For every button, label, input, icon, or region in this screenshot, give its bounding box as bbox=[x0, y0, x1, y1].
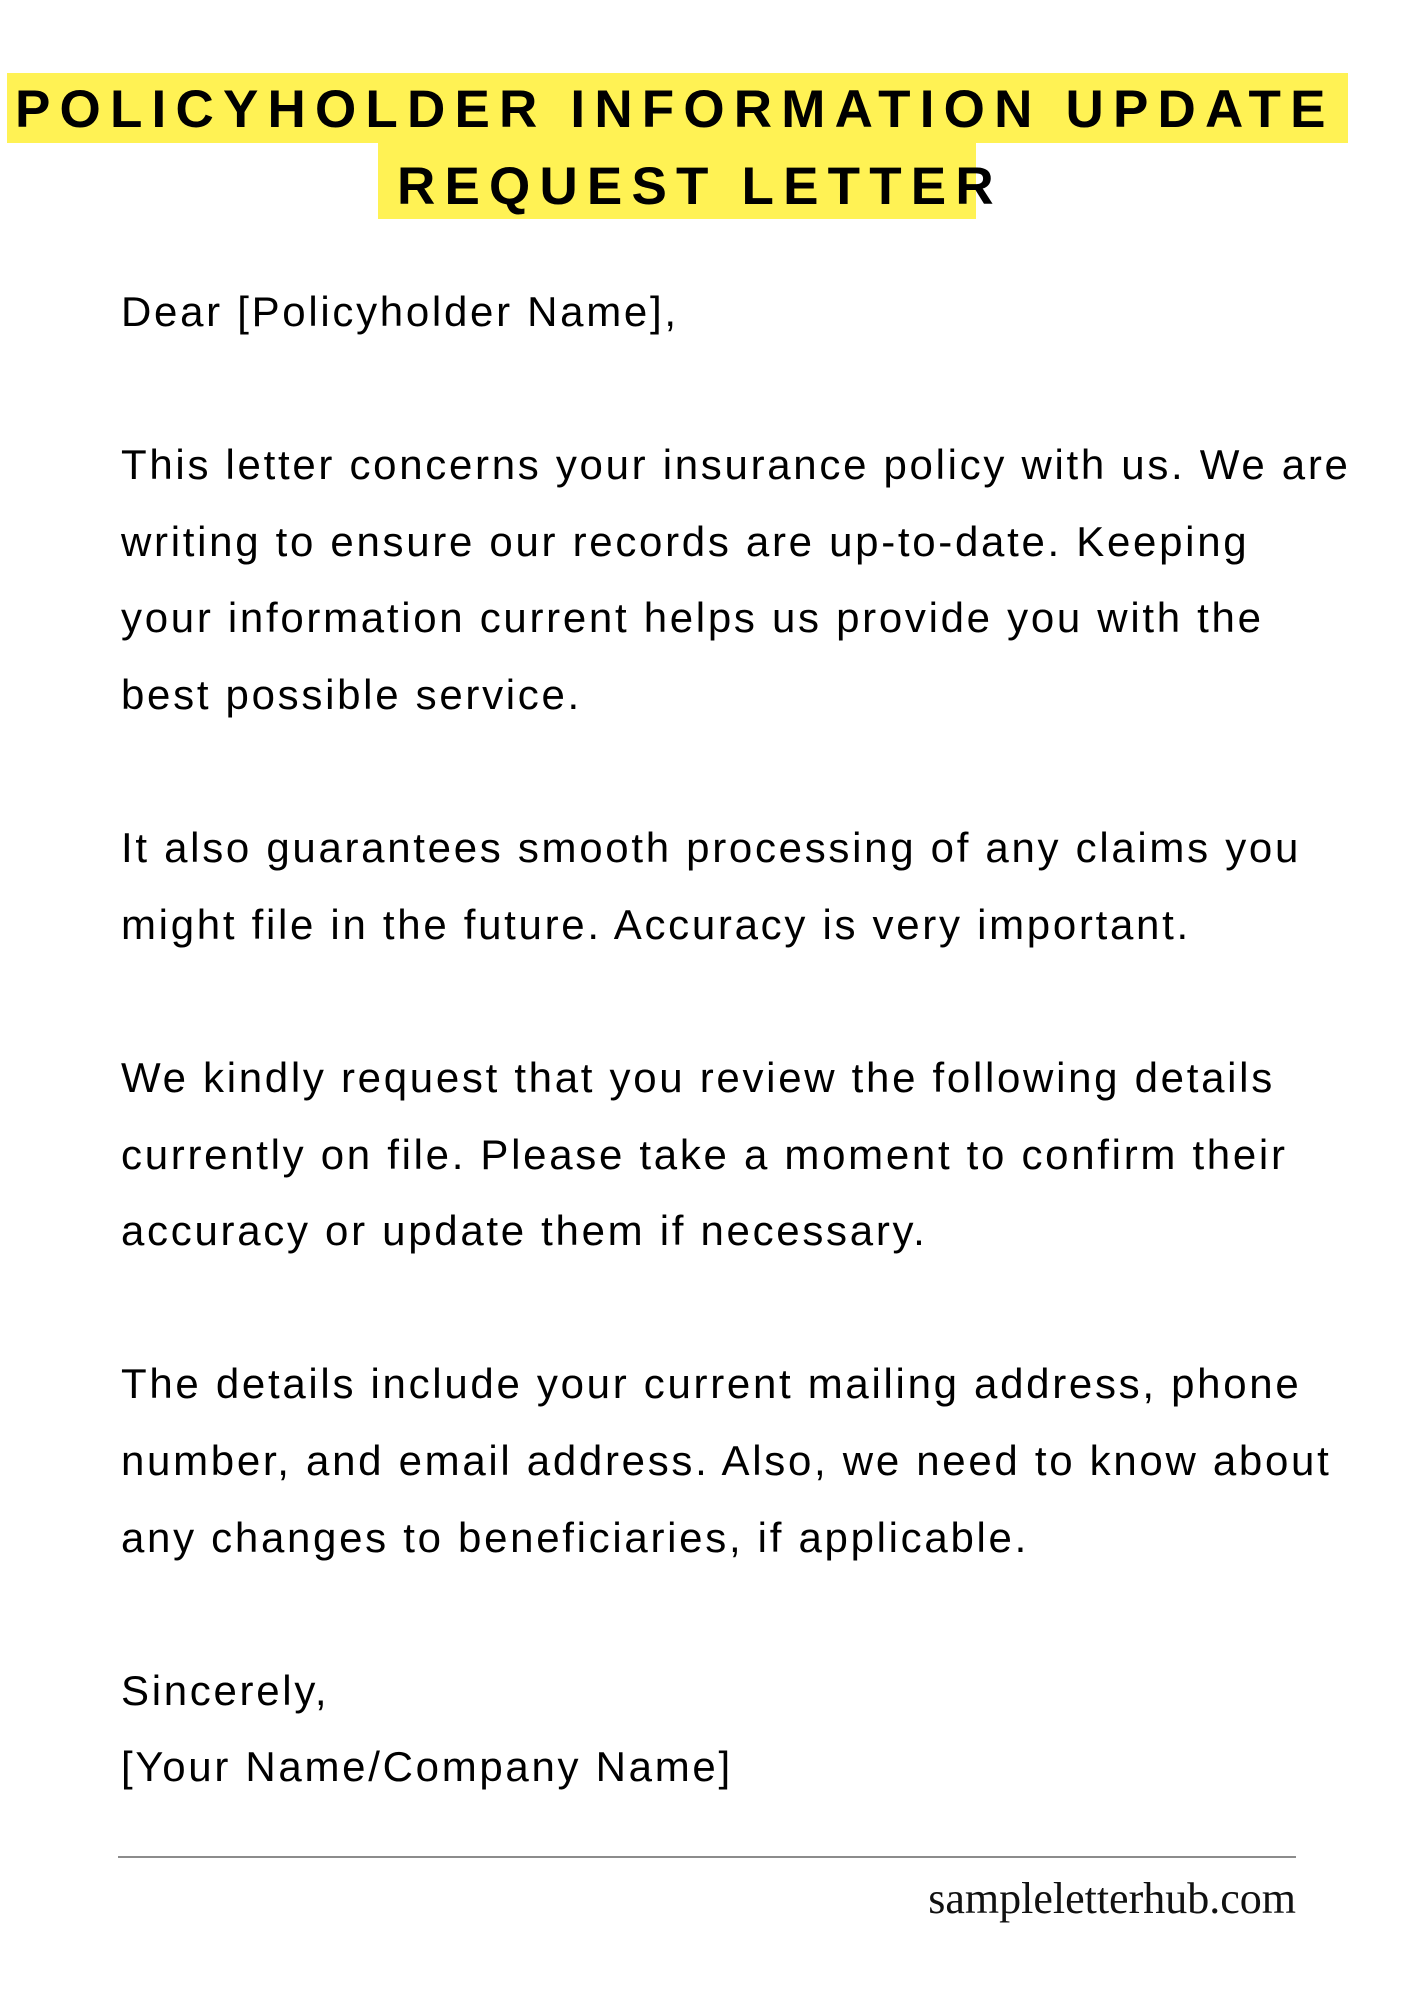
paragraph-4-line-1: The details include your current mailing address, phone bbox=[121, 1360, 1302, 1408]
salutation: Dear [Policyholder Name], bbox=[121, 288, 679, 335]
blank-line bbox=[121, 963, 1381, 1040]
paragraph-3-line-1: We kindly request that you review the following details bbox=[121, 1053, 1275, 1101]
paragraph-2-line-1: It also guarantees smooth processing of any claims you bbox=[121, 824, 1302, 872]
blank-line bbox=[121, 1576, 1381, 1653]
blank-line bbox=[121, 734, 1381, 811]
blank-line bbox=[121, 1270, 1381, 1347]
document-title-line2: REQUEST LETTER bbox=[397, 157, 1003, 216]
document-title-line1: POLICYHOLDER INFORMATION UPDATE bbox=[15, 80, 1335, 139]
paragraph-4-line-3: any changes to beneficiaries, if applicable. bbox=[121, 1513, 1029, 1561]
paragraph-4-line-2: number, and email address. Also, we need to know about bbox=[121, 1436, 1332, 1484]
closing: Sincerely, bbox=[121, 1666, 330, 1714]
paragraph-3-line-2: currently on file. Please take a moment to confirm their bbox=[121, 1130, 1288, 1178]
footer-site-name: sampleletterhub.com bbox=[928, 1874, 1296, 1923]
footer-divider bbox=[118, 1856, 1296, 1858]
paragraph-1-line-4: best possible service. bbox=[121, 670, 582, 718]
paragraph-2-line-2: might file in the future. Accuracy is very important. bbox=[121, 900, 1191, 948]
blank-line bbox=[121, 351, 1381, 428]
letter-body bbox=[121, 274, 1381, 1806]
paragraph-1-line-2: writing to ensure our records are up-to-date. Keeping bbox=[121, 517, 1250, 565]
signature: [Your Name/Company Name] bbox=[121, 1743, 733, 1791]
paragraph-3-line-3: accuracy or update them if necessary. bbox=[121, 1207, 928, 1255]
paragraph-1-line-3: your information current helps us provide you with the bbox=[121, 594, 1264, 642]
paragraph-1-line-1: This letter concerns your insurance policy with us. We are bbox=[121, 441, 1351, 489]
